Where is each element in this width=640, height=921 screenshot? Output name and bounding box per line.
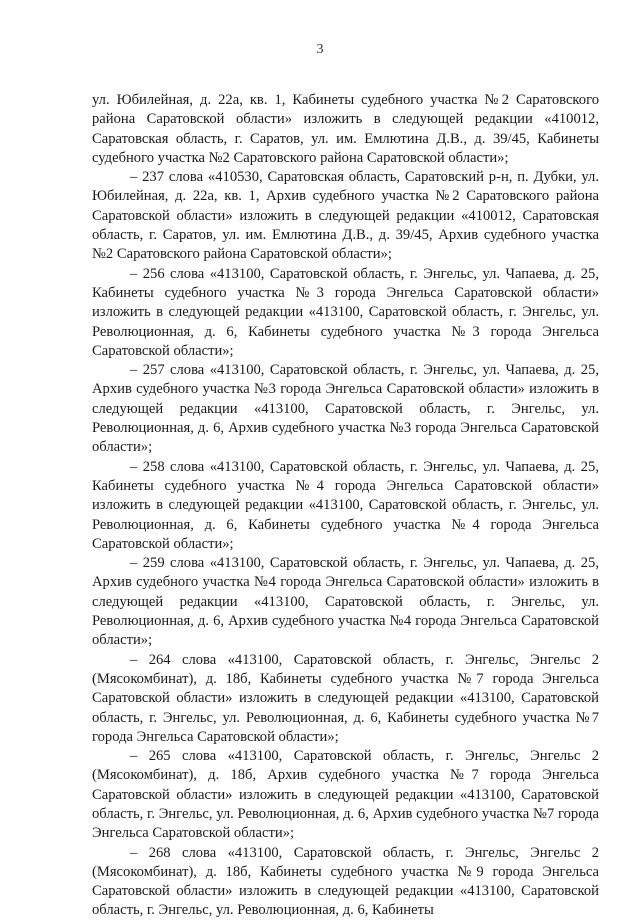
paragraph-continuation: ул. Юбилейная, д. 22а, кв. 1, Кабинеты судебного участка №2 Саратовского района Саратовской области» изложить в следующей редакции «410012, Саратовская область, г. Саратов, ул. им. Емлютина Д.В., д. 39/45, Кабинеты судебного участка №2 Саратовского района Саратовской области»; [92, 92, 599, 166]
paragraph-item-265: – 265 слова «413100, Саратовской область, г. Энгельс, Энгельс 2 (Мясокомбинат), д. 18б, Архив судебного участка №7 города Энгельса Саратовской области» изложить в следующей редакции «413100, Саратовской область, г. Энгельс, ул. Революционная, д. 6, Архив судебного участка №7 города Энгельса Саратовской области»; [92, 748, 599, 842]
paragraph-item-257: – 257 слова «413100, Саратовской область, г. Энгельс, ул. Чапаева, д. 25, Архив судебного участка №3 города Энгельса Саратовской области» изложить в следующей редакции «413100, Саратовской область, г. Энгельс, ул. Революционная, д. 6, Архив судебного участка №3 города Энгельса Саратовской области»; [92, 362, 599, 456]
paragraph-item-256: – 256 слова «413100, Саратовской область, г. Энгельс, ул. Чапаева, д. 25, Кабинеты судебного участка №3 города Энгельса Саратовской области» изложить в следующей редакции «413100, Саратовской область, г. Энгельс, ул. Революционная, д. 6, Кабинеты судебного участка №3 города Энгельса Саратовской области»; [92, 265, 599, 359]
paragraph-item-264: – 264 слова «413100, Саратовской область, г. Энгельс, Энгельс 2 (Мясокомбинат), д. 18б, Кабинеты судебного участка №7 города Энгельса Саратовской области» изложить в следующей редакции «413100, Саратовской область, г. Энгельс, ул. Революционная, д. 6, Кабинеты судебного участка №7 города Энгельса Саратовской области»; [92, 651, 599, 745]
paragraph-item-237: – 237 слова «410530, Саратовская область, Саратовский р-н, п. Дубки, ул. Юбилейная, д. 22а, кв. 1, Архив судебного участка №2 Саратовского района Саратовской области» изложить в следующей редакции «410012, Саратовская область, г. Саратов, ул. им. Емлютина Д.В., д. 39/45, Архив судебного участка №2 Саратовского района Саратовской области»; [92, 169, 599, 263]
paragraph-item-268: – 268 слова «413100, Саратовской область, г. Энгельс, Энгельс 2 (Мясокомбинат), д. 18б, Кабинеты судебного участка №9 города Энгельса Саратовской области» изложить в следующей редакции «413100, Саратовской область, г. Энгельс, ул. Революционная, д. 6, Кабинеты [92, 844, 599, 919]
page-number: 3 [316, 42, 324, 57]
paragraph-item-259: – 259 слова «413100, Саратовской область, г. Энгельс, ул. Чапаева, д. 25, Архив судебного участка №4 города Энгельса Саратовской области» изложить в следующей редакции «413100, Саратовской область, г. Энгельс, ул. Революционная, д. 6, Архив судебного участка №4 города Энгельса Саратовской области»; [92, 555, 599, 649]
document-body [92, 91, 599, 921]
paragraph-item-258: – 258 слова «413100, Саратовской область, г. Энгельс, ул. Чапаева, д. 25, Кабинеты судебного участка №4 города Энгельса Саратовской области» изложить в следующей редакции «413100, Саратовской область, г. Энгельс, ул. Революционная, д. 6, Кабинеты судебного участка №4 города Энгельса Саратовской области»; [92, 458, 599, 552]
